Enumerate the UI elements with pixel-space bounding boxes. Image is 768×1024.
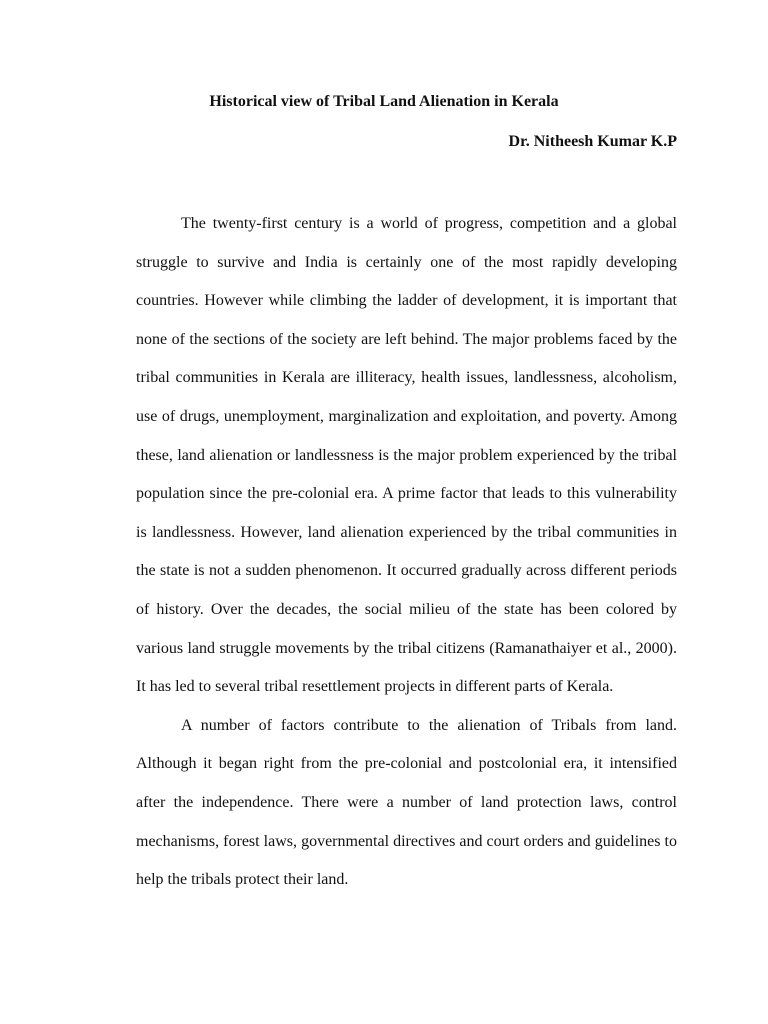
paragraph-2: A number of factors contribute to the alienation of Tribals from land. Although it began right from the pre-colonial and postcolonial era, it intensified after the independence. There were a number of land protection laws, control mechanisms, forest laws, governmental directives and court orders and guidelines to help the tribals protect their land. [136,716,677,889]
document-title: Historical view of Tribal Land Alienation in Kerala [209,93,559,110]
document-body [136,205,677,900]
author-name: Dr. Nitheesh Kumar K.P [508,133,677,150]
paragraph-1: The twenty-first century is a world of progress, competition and a global struggle to survive and India is certainly one of the most rapidly developing countries. However while climbing the ladder of development, it is important that none of the sections of the society are left behind. The major problems faced by the tribal communities in Kerala are illiteracy, health issues, landlessness, alcoholism, use of drugs, unemployment, marginalization and exploitation, and poverty. Among these, land alienation or landlessness is the major problem experienced by the tribal population since the pre-colonial era. A prime factor that leads to this vulnerability is landlessness. However, land alienation experienced by the tribal communities in the state is not a sudden phenomenon. It occurred gradually across different periods of history. Over the decades, the social milieu of the state has been colored by various land struggle movements by the tribal citizens (Ramanathaiyer et al., 2000). It has led to several tribal resettlement projects in different parts of Kerala. [136,215,677,696]
